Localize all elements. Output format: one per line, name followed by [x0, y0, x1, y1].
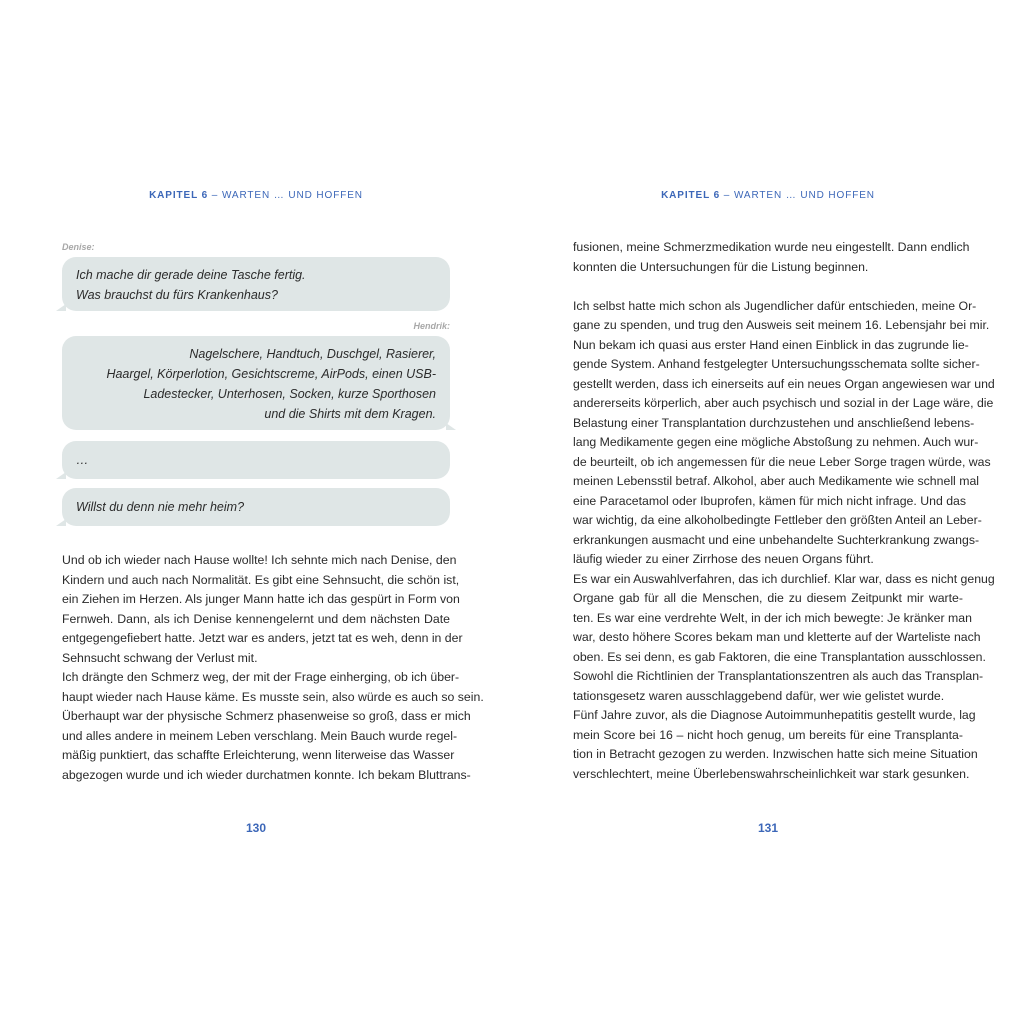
text-line: konnten die Untersuchungen für die Listung beginnen.	[573, 259, 869, 274]
text-line: de beurteilt, ob ich angemessen für die neue Leber Sorge tragen würde, was	[573, 454, 991, 469]
chat-line: Ladestecker, Unterhosen, Socken, kurze Sporthosen	[143, 387, 436, 401]
chat-bubble-hendrik	[62, 336, 450, 430]
text-line: eine Paracetamol oder Ibuprofen, kämen für mich nicht infrage. Und das	[573, 493, 967, 508]
text-line: lang Medikamente gegen eine mögliche Abstoßung zu nehmen. Auch wur-	[573, 435, 979, 449]
text-line: fusionen, meine Schmerzmedikation wurde neu eingestellt. Dann endlich	[573, 240, 970, 254]
body-text-left	[62, 551, 484, 785]
header-separator: –	[720, 190, 734, 201]
text-line: haupt wieder nach Hause käme. Es musste sein, also würde es auch so sein.	[62, 689, 484, 704]
page-number-left: 130	[245, 821, 267, 835]
text-line: war wichtig, da eine alkoholbedingte Fettleber den größten Anteil an Leber-	[573, 513, 982, 527]
running-header-right	[512, 190, 1024, 201]
text-line: Und ob ich wieder nach Hause wollte! Ich sehnte mich nach Denise, den	[62, 553, 457, 567]
text-line: Ich drängte den Schmerz weg, der mit der Frage einherging, ob ich über-	[62, 670, 460, 684]
body-text-right	[573, 238, 995, 784]
text-line: Sowohl die Richtlinien der Transplantationszentren als auch das Transplan-	[573, 669, 984, 683]
chapter-title: WARTEN … UND HOFFEN	[221, 190, 363, 201]
text-line: Sehnsucht schwang der Verlust mit.	[62, 650, 258, 665]
chat-line: Ich mache dir gerade deine Tasche fertig.	[76, 268, 306, 282]
chat-bubble-denise-1	[62, 257, 450, 311]
chat-bubble-denise-2	[62, 441, 450, 479]
text-line: war, desto höhere Scores bekam man und kletterte auf der Warteliste nach	[573, 630, 981, 644]
chat-line: und die Shirts mit dem Kragen.	[264, 407, 436, 421]
right-page	[512, 0, 1024, 1024]
text-line: Ich selbst hatte mich schon als Jugendlicher dafür entschieden, meine Or-	[573, 298, 977, 313]
page-number-right: 131	[757, 821, 779, 835]
speaker-denise: Denise:	[62, 242, 95, 252]
chat-bubble-denise-3	[62, 488, 450, 526]
text-line: gestellt werden, dass ich einerseits auf ein neues Organ angewiesen war und	[573, 376, 995, 391]
text-line: ein Ziehen im Herzen. Als junger Mann hatte ich das gespürt in Form von	[62, 592, 460, 606]
text-line: meinen Lebensstil betraf. Alkohol, aber auch Medikamente wie schnell mal	[573, 474, 980, 488]
text-line: verschlechtert, meine Überlebenswahrscheinlichkeit war stark gesunken.	[573, 766, 970, 781]
text-line: Kindern und auch nach Normalität. Es gibt eine Sehnsucht, die schön ist,	[62, 572, 460, 587]
text-line: Organe gab für all die Menschen, die zu diesem Zeitpunkt mir warte-	[573, 591, 963, 605]
text-line: Nun bekam ich quasi aus erster Hand einen Einblick in das zugrunde lie-	[573, 337, 969, 352]
running-header-left	[0, 190, 512, 201]
chapter-title: WARTEN … UND HOFFEN	[733, 190, 875, 201]
text-line: andererseits körperlich, aber auch psychisch und sozial in der Lage wäre, die	[573, 396, 994, 410]
text-line: Belastung einer Transplantation durchzustehen und anschließend lebens-	[573, 415, 975, 430]
text-line: mäßig punktiert, das schaffte Erleichterung, wenn literweise das Wasser	[62, 748, 455, 762]
text-line: erkrankungen ausmacht und eine unbehandelte Suchterkrankung zwangs-	[573, 532, 980, 547]
text-line: oben. Es sei denn, es gab Faktoren, die eine Transplantation ausschlossen.	[573, 649, 986, 664]
text-line: mein Score bei 16 – nicht hoch genug, um bereits für eine Transplanta-	[573, 727, 963, 742]
text-line: Überhaupt war der physische Schmerz phasenweise so groß, dass er mich	[62, 709, 471, 723]
text-line: und alles andere in meinem Leben verschlang. Mein Bauch wurde regel-	[62, 728, 458, 743]
header-separator: –	[208, 190, 222, 201]
chapter-label: KAPITEL 6	[149, 190, 209, 201]
text-line: ten. Es war eine verdrehte Welt, in der ich mich bewegte: Je kränker man	[573, 610, 972, 625]
text-line: Fünf Jahre zuvor, als die Diagnose Autoimmunhepatitis gestellt wurde, lag	[573, 708, 976, 722]
text-line: Es war ein Auswahlverfahren, das ich durchlief. Klar war, dass es nicht genug	[573, 571, 995, 586]
chat-line: Was brauchst du fürs Krankenhaus?	[76, 288, 278, 302]
chat-line: Haargel, Körperlotion, Gesichtscreme, AirPods, einen USB-	[106, 367, 436, 381]
text-line: tationsgesetz waren ausschlaggebend dafür, wer wie gelistet wurde.	[573, 688, 945, 703]
text-line: läufig wieder zu einer Zirrhose des neuen Organs führt.	[573, 552, 874, 566]
speaker-hendrik: Hendrik:	[413, 321, 450, 331]
text-line: tion in Betracht gezogen zu werden. Inzwischen hatte sich meine Situation	[573, 747, 978, 761]
text-line: gende System. Anhand festgelegter Untersuchungsschemata sollte sicher-	[573, 357, 980, 371]
chapter-label: KAPITEL 6	[661, 190, 721, 201]
text-line: gane zu spenden, und trug den Ausweis seit meinem 16. Lebensjahr bei mir.	[573, 318, 990, 332]
text-line: abgezogen wurde und ich wieder durchatmen konnte. Ich bekam Bluttrans-	[62, 767, 471, 782]
chat-line: Willst du denn nie mehr heim?	[76, 500, 245, 514]
text-line: entgegengefiebert hatte. Jetzt war es anders, jetzt tat es weh, denn in der	[62, 631, 463, 645]
chat-line: Nagelschere, Handtuch, Duschgel, Rasierer,	[189, 347, 436, 361]
chat-line: …	[76, 453, 89, 467]
text-line: Fernweh. Dann, als ich Denise kennengelernt und dem nächsten Date	[62, 611, 450, 626]
